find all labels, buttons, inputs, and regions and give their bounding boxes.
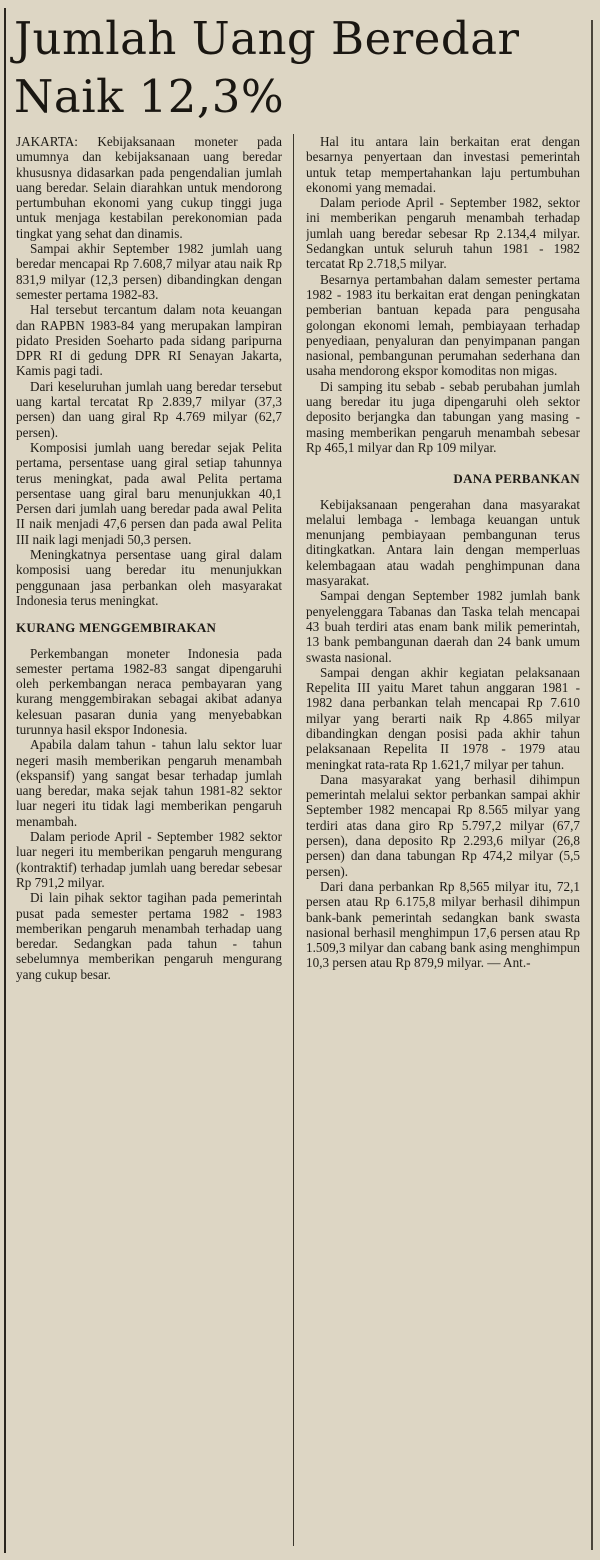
paragraph: JAKARTA: Kebijaksanaan moneter pada umumnya dan kebijaksanaan uang beredar khususnya didasarkan pada pengendalian jumlah uang beredar. Selain diarahkan untuk mendorong pertumbuhan ekonomi yang cukup tinggi juga untuk menjaga kestabilan perekonomian pada tingkat yang sehat dan dinamis. (16, 134, 282, 241)
paragraph: Sampai akhir September 1982 jumlah uang beredar mencapai Rp 7.608,7 milyar atau naik Rp 831,9 milyar (12,3 persen) dibandingkan dengan semester pertama 1982-83. (16, 241, 282, 302)
paragraph: Di samping itu sebab - sebab perubahan jumlah uang beredar itu juga dipengaruhi oleh sektor deposito berjangka dan tabungan yang masing - masing memberikan pengaruh menambah sebesar Rp 465,1 milyar dan Rp 109 milyar. (306, 378, 580, 455)
paragraph: Dana masyarakat yang berhasil dihimpun pemerintah melalui sektor perbankan sampai akhir September 1982 mencapai Rp 8.565 milyar yang terdiri atas dana giro Rp 5.797,2 milyar (67,7 persen), dana deposito Rp 2.293,6 milyar (26,8 persen) dan dana tabungan Rp 474,2 milyar (5,5 persen). (306, 771, 580, 879)
paragraph: Hal tersebut tercantum dalam nota keuangan dan RAPBN 1983-84 yang merupakan lampiran pidato Presiden Soeharto pada sidang paripurna DPR RI di gedung DPR RI Senayan Jakarta, Kamis pagi tadi. (16, 302, 282, 379)
left-border-rule (4, 8, 6, 1553)
right-border-rule (591, 20, 593, 1550)
paragraph: Dalam periode April - September 1982, sektor ini memberikan pengaruh menambah terhadap jumlah uang beredar sebesar Rp 2.134,4 milyar. Sedangkan untuk seluruh tahun 1981 - 1982 tercatat Rp 2.718,5 milyar. (306, 195, 580, 272)
paragraph: Komposisi jumlah uang beredar sejak Pelita pertama, persentase uang giral setiap tahunnya terus meningkat, pada awal Pelita pertama persentase uang giral baru menunjukkan 40,1 Persen dari jumlah uang beredar pada awal Pelita II naik menjadi 47,6 persen dan pada awal Pelita III naik lagi menjadi 50,3 persen. (16, 439, 282, 547)
paragraph: Di lain pihak sektor tagihan pada pemerintah pusat pada semester pertama 1982 - 1983 memberikan pengaruh menambah terhadap uang beredar. Sedangkan pada tahun - tahun sebelumnya memberikan pengaruh mengurang yang cukup besar. (16, 890, 282, 982)
subheading-kurang-menggembirakan: KURANG MENGGEMBIRAKAN (16, 620, 217, 636)
column-divider (293, 134, 294, 1546)
paragraph: Kebijaksanaan pengerahan dana masyarakat melalui lembaga - lembaga keuangan untuk menunjang pembiayaan pembangunan terus ditingkatkan. Antara lain dengan memperluas kelembagaan atau wadah penghimpunan dana masyarakat. (306, 496, 580, 589)
paragraph: Sampai dengan September 1982 jumlah bank penyelenggara Tabanas dan Taska telah mencapai 43 buah terdiri atas enam bank milik pemerintah, 13 bank pembangunan daerah dan 24 bank umum swasta nasional. (306, 588, 580, 665)
paragraph: Perkembangan moneter Indonesia pada semester pertama 1982-83 sangat dipengaruhi oleh perkembangan neraca pembayaran yang kurang menggembirakan sebagai akibat adanya kelesuan pasaran dunia yang menyebabkan turunnya hasil ekspor Indonesia. (16, 645, 282, 737)
paragraph: Dari keseluruhan jumlah uang beredar tersebut uang kartal tercatat Rp 2.839,7 milyar (37,3 persen) dan uang giral Rp 4.769 milyar (62,7 persen). (16, 378, 282, 440)
paragraph: Sampai dengan akhir kegiatan pelaksanaan Repelita III yaitu Maret tahun anggaran 1981 - 1982 dana perbankan telah mencapai Rp 7.610 milyar yang berarti naik Rp 4.865 milyar dibandingkan dengan posisi pada akhir tahun pelaksanaan Repelita II 1978 - 1979 atau meningkat rata-rata Rp 1.621,7 milyar per tahun. (306, 664, 580, 772)
paragraph: Dari dana perbankan Rp 8,565 milyar itu, 72,1 persen atau Rp 6.175,8 milyar berhasil dihimpun bank-bank pemerintah sedangkan bank swasta nasional berhasil menghimpun 17,6 persen atau Rp 1.509,3 milyar dan cabang bank asing menghimpun 10,3 persen atau Rp 879,9 milyar. — Ant.- (306, 878, 580, 971)
right-column (306, 134, 580, 1546)
paragraph: Hal itu antara lain berkaitan erat dengan besarnya penyertaan dan investasi pemerintah untuk tetap mempertahankan laju pertumbuhan ekonomi yang memadai. (306, 134, 580, 195)
headline: Jumlah Uang Beredar Naik 12,3% (14, 12, 520, 123)
paragraph: Dalam periode April - September 1982 sektor luar negeri itu memberikan pengaruh mengurang (kontraktif) terhadap jumlah uang beredar sebesar Rp 791,2 milyar. (16, 829, 282, 890)
paragraph: Apabila dalam tahun - tahun lalu sektor luar negeri masih memberikan pengaruh menambah (ekspansif) yang sangat besar terhadap jumlah uang beredar, maka sejak tahun 1981-82 sektor luar negeri itu tidak lagi memberikan pengaruh menambah. (16, 737, 282, 829)
subheading-dana-perbankan: DANA PERBANKAN (453, 471, 580, 487)
left-column (16, 134, 282, 1546)
paragraph: Meningkatnya persentase uang giral dalam komposisi uang beredar itu menunjukkan penggunaan jasa perbankan oleh masyarakat Indonesia terus meningkat. (16, 547, 282, 608)
paragraph: Besarnya pertambahan dalam semester pertama 1982 - 1983 itu berkaitan erat dengan peningkatan pemberian bantuan kepada para pengusaha golongan ekonomi lemah, pembiayaan terhadap penyediaan, penyaluran dan penyimpanan pangan nasional, pembangunan perumahan sederhana dan usaha mendorong ekspor komoditas non migas. (306, 271, 580, 379)
